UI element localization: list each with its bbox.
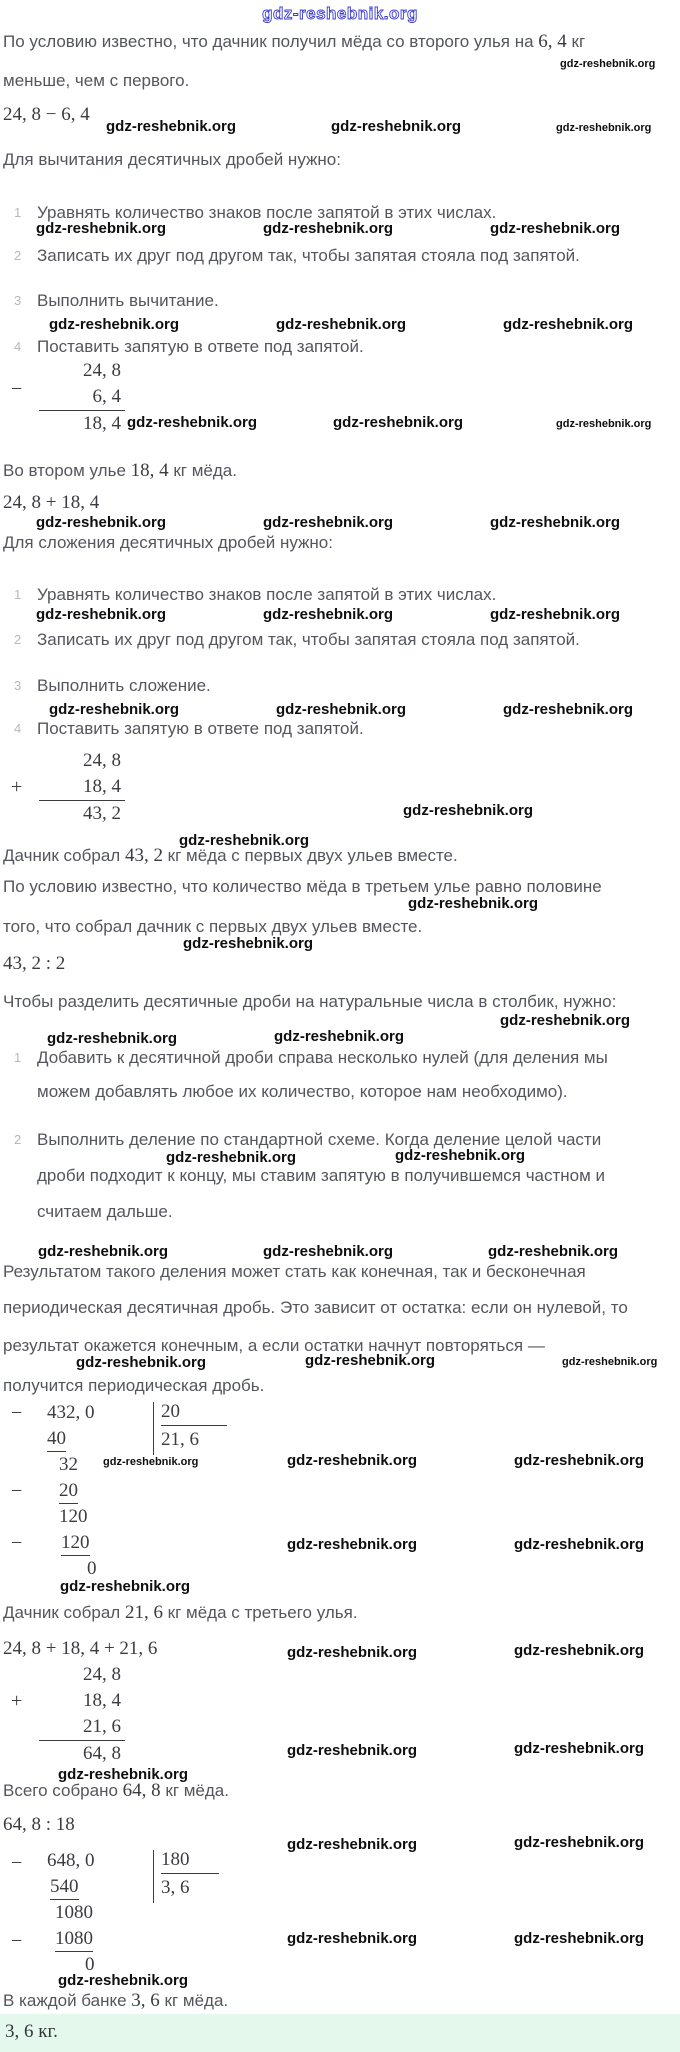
step-item — [3, 719, 677, 743]
site-watermark-header: gdz-reshebnik.org — [262, 4, 418, 23]
step-text: Выполнить вычитание. — [37, 291, 219, 310]
column-numbers — [39, 358, 125, 437]
watermark: gdz-reshebnik.org — [36, 514, 167, 531]
watermark: gdz-reshebnik.org — [183, 935, 314, 952]
text-line: периодическая десятичная дробь. Это зависит от остатка: если он нулевой, то — [3, 1298, 628, 1317]
division-step-number: 40 — [47, 1427, 66, 1452]
step-item — [3, 1048, 677, 1102]
watermark: gdz-reshebnik.org — [490, 606, 621, 623]
watermark: gdz-reshebnik.org — [287, 1452, 418, 1469]
step-item — [3, 630, 677, 654]
step-number: 3 — [14, 678, 22, 693]
step-text: Поставить запятую в ответе под запятой. — [37, 719, 364, 738]
answer-text: 3, 6 кг. — [5, 2021, 58, 2042]
division-step-number: 1080 — [55, 1927, 93, 1952]
division-step-number: 20 — [59, 1479, 78, 1504]
column-numbers — [39, 1662, 125, 1767]
watermark: gdz-reshebnik.org — [514, 1740, 645, 1757]
watermark: gdz-reshebnik.org — [263, 606, 394, 623]
quotient: 21, 6 — [161, 1429, 199, 1450]
watermark: gdz-reshebnik.org — [166, 1149, 297, 1166]
text-segment: кг мёда. — [159, 1991, 229, 2010]
math-number: 6, 4 — [538, 31, 567, 52]
divisor: 20 — [161, 1400, 227, 1426]
text-segment: Дачник собрал — [3, 846, 125, 865]
step-text: Поставить запятую в ответе под запятой. — [37, 337, 364, 356]
column-row: 21, 6 — [83, 1716, 121, 1737]
watermark: gdz-reshebnik.org — [276, 701, 407, 718]
step-number: 4 — [14, 721, 22, 736]
text-segment: В каждой банке — [3, 1991, 132, 2010]
expression-division-half — [3, 953, 677, 975]
text-line: По условию известно, что количество мёда в третьем улье равно половине — [3, 877, 602, 896]
rule-title-addition: Для сложения десятичных дробей нужно: — [3, 533, 333, 552]
watermark: gdz-reshebnik.org — [263, 514, 394, 531]
division-row — [3, 1478, 677, 1504]
long-division-648-by-180 — [3, 1848, 677, 1993]
watermark: gdz-reshebnik.org — [490, 220, 621, 237]
watermark: gdz-reshebnik.org — [408, 895, 539, 912]
watermark: gdz-reshebnik.org — [38, 1243, 169, 1260]
text-line: того, что собрал дачник с первых двух ульев вместе. — [3, 917, 423, 936]
math-expression: 24, 8 − 6, 4 — [3, 104, 90, 125]
watermark: gdz-reshebnik.org — [503, 701, 634, 718]
step-text-line: Добавить к десятичной дроби справа несколько нулей (для деления мы — [37, 1048, 608, 1067]
expression-per-jar — [3, 1814, 677, 1853]
step-number: 4 — [14, 339, 22, 354]
step-text: Выполнить сложение. — [37, 676, 211, 695]
watermark: gdz-reshebnik.org — [514, 1536, 645, 1553]
watermark: gdz-reshebnik.org — [103, 1456, 199, 1468]
column-result: 64, 8 — [39, 1740, 125, 1767]
expression-total — [3, 1638, 677, 1660]
division-row — [3, 1426, 677, 1452]
text-line: Чтобы разделить десятичные дроби на натуральные числа в столбик, нужно: — [3, 992, 617, 1011]
step-text: Записать их друг под другом так, чтобы запятая стояла под запятой. — [37, 246, 580, 265]
watermark: gdz-reshebnik.org — [562, 1356, 658, 1368]
watermark: gdz-reshebnik.org — [76, 1354, 207, 1371]
text-segment: кг мёда с третьего улья. — [162, 1603, 358, 1622]
watermark: gdz-reshebnik.org — [276, 316, 407, 333]
plus-sign: + — [11, 776, 23, 798]
column-row: 24, 8 — [83, 1664, 121, 1685]
watermark: gdz-reshebnik.org — [287, 1930, 418, 1947]
step-text-line: Выполнить деление по стандартной схеме. Когда деление целой части — [37, 1130, 602, 1149]
column-result: 43, 2 — [39, 800, 125, 827]
watermark: gdz-reshebnik.org — [560, 58, 656, 70]
watermark: gdz-reshebnik.org — [395, 1147, 526, 1164]
text-segment: Во втором улье — [3, 461, 131, 480]
watermark: gdz-reshebnik.org — [514, 1642, 645, 1659]
division-row — [3, 1400, 677, 1426]
text-segment: кг — [566, 32, 586, 51]
math-expression: 43, 2 : 2 — [3, 953, 66, 974]
step-number: 1 — [14, 587, 22, 602]
step-number: 2 — [14, 632, 22, 647]
minus-sign: − — [11, 1402, 23, 1424]
quotient: 3, 6 — [161, 1877, 190, 1898]
paragraph-condition-third-hive — [3, 877, 677, 952]
watermark: gdz-reshebnik.org — [514, 1930, 645, 1947]
division-step-number: 1080 — [55, 1902, 93, 1923]
watermark: gdz-reshebnik.org — [287, 1536, 418, 1553]
division-remainder: 0 — [87, 1558, 97, 1579]
watermark: gdz-reshebnik.org — [36, 606, 167, 623]
step-text-line: дроби подходит к концу, мы ставим запятую в получившемся частном и — [37, 1166, 606, 1185]
paragraph-conclusion-third-hive — [3, 1602, 677, 1626]
math-number: 64, 8 — [122, 1780, 161, 1801]
watermark: gdz-reshebnik.org — [58, 1972, 189, 1989]
watermark: gdz-reshebnik.org — [49, 316, 180, 333]
text-segment: кг мёда. — [160, 1781, 229, 1800]
watermark: gdz-reshebnik.org — [179, 832, 310, 849]
paragraph-conclusion-per-jar — [3, 1990, 677, 2014]
watermark: gdz-reshebnik.org — [331, 118, 462, 135]
step-number: 3 — [14, 293, 22, 308]
math-number: 3, 6 — [131, 1990, 160, 2011]
division-row — [3, 1504, 677, 1530]
rule-title-division — [3, 992, 677, 1047]
step-number: 2 — [14, 248, 22, 263]
watermark: gdz-reshebnik.org — [287, 1836, 418, 1853]
dividend: 432, 0 — [47, 1402, 95, 1423]
watermark: gdz-reshebnik.org — [287, 1742, 418, 1759]
division-bracket — [153, 1850, 154, 1903]
step-text-line: считаем дальше. — [37, 1202, 173, 1221]
watermark: gdz-reshebnik.org — [556, 122, 652, 134]
step-item — [3, 291, 677, 315]
step-number: 1 — [14, 205, 22, 220]
text-line — [3, 31, 677, 55]
column-addition-total — [3, 1662, 677, 1783]
paragraph-division-note — [3, 1262, 677, 1400]
expression-addition — [3, 492, 677, 531]
text-line: Результатом такого деления может стать как конечная, так и бесконечная — [3, 1262, 586, 1281]
step-number: 2 — [14, 1132, 22, 1147]
watermark: gdz-reshebnik.org — [47, 1030, 178, 1047]
watermark: gdz-reshebnik.org — [287, 1644, 418, 1661]
text-line: результат окажется конечным, а если остатки начнут повторяться — — [3, 1336, 545, 1355]
column-row: 24, 8 — [83, 750, 121, 771]
paragraph-conclusion-second-hive — [3, 460, 677, 484]
paragraph-condition-subtraction — [3, 31, 677, 95]
text-segment: По условию известно, что дачник получил мёда со второго улья на — [3, 32, 539, 51]
step-text: Уравнять количество знаков после запятой в этих числах. — [37, 585, 497, 604]
watermark: gdz-reshebnik.org — [305, 1352, 436, 1369]
watermark: gdz-reshebnik.org — [274, 1028, 405, 1045]
math-number: 21, 6 — [124, 1602, 163, 1623]
column-numbers — [39, 748, 125, 827]
plus-sign: + — [11, 1690, 23, 1712]
text-line: меньше, чем с первого. — [3, 71, 190, 90]
step-text: Уравнять количество знаков после запятой в этих числах. — [37, 203, 497, 222]
watermark: gdz-reshebnik.org — [503, 316, 634, 333]
division-row — [3, 1874, 677, 1900]
watermark: gdz-reshebnik.org — [514, 1452, 645, 1469]
watermark: gdz-reshebnik.org — [106, 118, 237, 135]
math-expression: 64, 8 : 18 — [3, 1814, 75, 1835]
column-row: 6, 4 — [92, 386, 121, 407]
step-text-line: можем добавлять любое их количество, которое нам необходимо). — [37, 1082, 568, 1101]
minus-sign: − — [11, 1480, 23, 1502]
answer-box — [0, 2014, 680, 2052]
dividend: 648, 0 — [47, 1850, 95, 1871]
paragraph-conclusion-total — [3, 1780, 677, 1804]
step-text: Записать их друг под другом так, чтобы запятая стояла под запятой. — [37, 630, 580, 649]
text-line: получится периодическая дробь. — [3, 1376, 265, 1395]
watermark: gdz-reshebnik.org — [60, 1578, 191, 1595]
column-row: 18, 4 — [83, 1690, 121, 1711]
minus-sign: − — [11, 1852, 23, 1874]
minus-sign: − — [11, 1930, 23, 1952]
watermark: gdz-reshebnik.org — [333, 414, 464, 431]
watermark: gdz-reshebnik.org — [36, 220, 167, 237]
math-expression: 24, 8 + 18, 4 — [3, 492, 100, 513]
math-number: 43, 2 — [124, 845, 163, 866]
watermark: gdz-reshebnik.org — [49, 701, 180, 718]
watermark: gdz-reshebnik.org — [514, 1834, 645, 1851]
watermark: gdz-reshebnik.org — [127, 414, 258, 431]
column-result: 18, 4 — [39, 410, 125, 437]
minus-sign: − — [11, 1532, 23, 1554]
column-addition — [3, 748, 677, 858]
paragraph-conclusion-two-hives — [3, 845, 677, 869]
watermark: gdz-reshebnik.org — [500, 1012, 631, 1029]
division-row — [3, 1848, 677, 1874]
text-segment: Всего собрано — [3, 1781, 123, 1800]
column-row: 18, 4 — [83, 776, 121, 797]
step-item — [3, 246, 677, 270]
text-segment: Дачник собрал — [3, 1603, 125, 1622]
division-row — [3, 1900, 677, 1926]
long-division-432-by-20 — [3, 1400, 677, 1600]
watermark: gdz-reshebnik.org — [263, 220, 394, 237]
expression-subtraction — [3, 104, 677, 135]
division-bracket — [153, 1402, 154, 1455]
step-item — [3, 676, 677, 700]
column-subtraction — [3, 358, 677, 438]
division-step-number: 120 — [59, 1506, 88, 1527]
rule-title-subtraction: Для вычитания десятичных дробей нужно: — [3, 150, 341, 169]
text-segment: кг мёда. — [168, 461, 237, 480]
text-segment: кг мёда с первых двух ульев вместе. — [162, 846, 458, 865]
division-step-number: 32 — [59, 1454, 78, 1475]
watermark: gdz-reshebnik.org — [58, 1766, 189, 1783]
minus-sign: − — [11, 378, 23, 400]
watermark: gdz-reshebnik.org — [556, 418, 652, 430]
watermark: gdz-reshebnik.org — [488, 1243, 619, 1260]
divisor: 180 — [161, 1848, 219, 1874]
math-number: 18, 4 — [130, 460, 169, 481]
watermark: gdz-reshebnik.org — [403, 802, 534, 819]
column-row: 24, 8 — [83, 360, 121, 381]
watermark: gdz-reshebnik.org — [263, 1243, 394, 1260]
division-step-number: 120 — [61, 1531, 90, 1556]
watermark: gdz-reshebnik.org — [490, 514, 621, 531]
division-step-number: 540 — [50, 1875, 79, 1900]
step-item — [3, 1130, 677, 1222]
math-expression: 24, 8 + 18, 4 + 21, 6 — [3, 1638, 158, 1659]
division-remainder: 0 — [85, 1954, 95, 1975]
step-number: 1 — [14, 1050, 22, 1065]
